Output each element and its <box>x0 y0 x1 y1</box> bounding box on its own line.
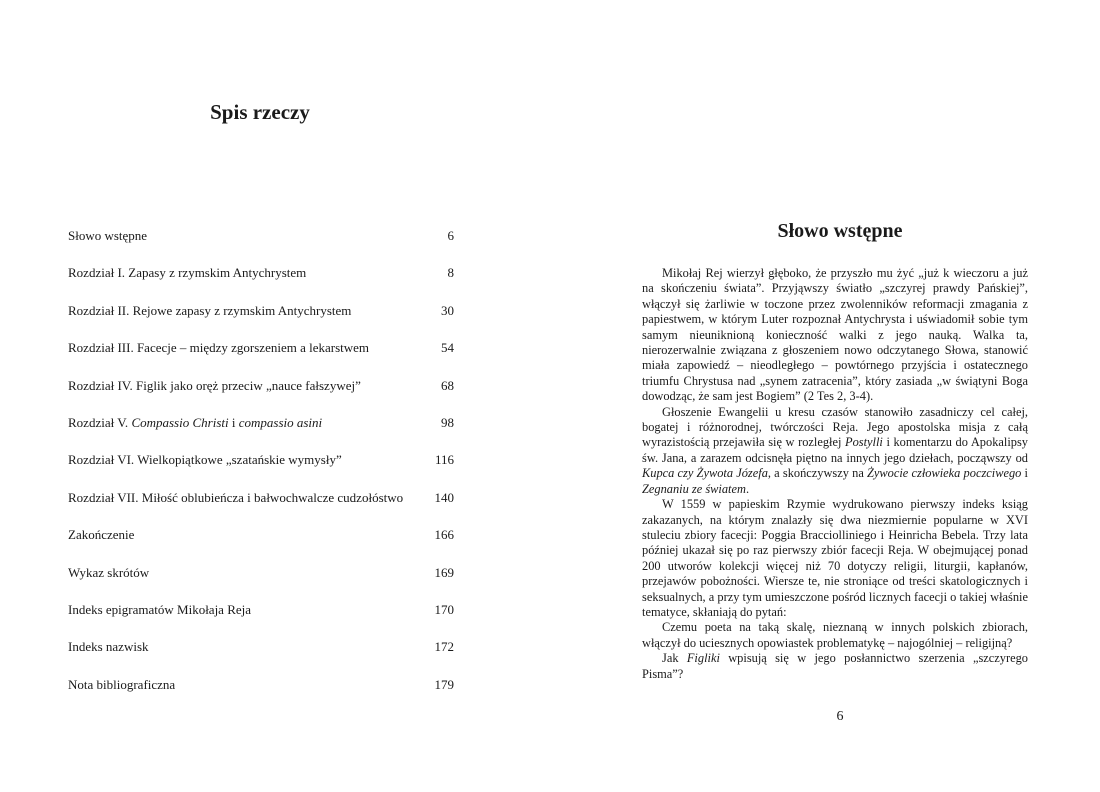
toc-entry-title: Słowo wstępne <box>68 228 148 243</box>
text-run: wpisują się w jego posłannictwo szerzenia „szczyrego Pisma”? <box>642 651 1028 681</box>
table-of-contents <box>68 228 454 714</box>
toc-entry-title: Wykaz skrótów <box>68 564 150 580</box>
right-page <box>550 0 1100 792</box>
text-run: i komentarzu do Apokalipsy św. Jana, a zarazem odcisnęła piętno na innych jego dziełach, począwszy od <box>642 435 1028 465</box>
toc-entry-page: 179 <box>434 676 454 692</box>
toc-entry-page: 30 <box>441 302 454 318</box>
italic-title: Figliki <box>686 651 720 666</box>
toc-entry-page: 170 <box>434 601 454 617</box>
italic-title: Zegnaniu ze światem <box>642 481 746 496</box>
toc-entry-page: 8 <box>447 265 454 281</box>
italic-title: Żywocie człowieka poczciwego <box>867 466 1022 481</box>
toc-entry-title: Indeks nazwisk <box>68 639 149 655</box>
toc-entry-page: 172 <box>434 639 454 655</box>
paragraph <box>642 405 1028 497</box>
paragraph: Czemu poeta na taką skalę, nieznaną w innych polskich zbiorach, włączył do uciesznych opowiastek problematykę – najogólniej – religijną? <box>642 620 1028 650</box>
toc-entry-title: Rozdział VII. Miłość oblubieńcza i bałwochwalcze cudzołóstwo <box>68 489 404 505</box>
toc-entry-page: 98 <box>441 414 454 430</box>
toc-entry-title <box>68 415 322 431</box>
page-number: 6 <box>836 709 844 724</box>
paragraph: W 1559 w papieskim Rzymie wydrukowano pierwszy indeks ksiąg zakazanych, na którym znalazły się dwa niezmiernie popularne w XVI stuleciu zbiory facecji: Poggia Bracciolliniego i Heinricha Bebela. Trzy lata później ukazał się po raz pierwszy zbiór facecji Reja. W obejmującej ponad 200 utworów kolekcji więcej niż 70 dotyczy religii, liturgii, kapłanów, przejawów pobożności. Wiersze te, nie stroniące od treści skatologicznych i seksualnych, a przy tym umieszczone pośród licznych facecji o takiej właśnie tematyce, skłaniają do pytań: <box>642 497 1028 619</box>
toc-title: Spis rzeczy <box>210 100 310 124</box>
toc-entry-title: Indeks epigramatów Mikołaja Reja <box>68 601 252 617</box>
toc-entry-page: 169 <box>434 564 454 580</box>
toc-entry[interactable] <box>68 340 454 377</box>
toc-entry-page: 6 <box>447 228 454 243</box>
toc-entry-page: 116 <box>434 452 454 468</box>
toc-entry[interactable] <box>68 303 454 340</box>
toc-entry[interactable] <box>68 677 454 714</box>
toc-entry-title-italic: compassio asini <box>238 414 323 430</box>
toc-entry[interactable] <box>68 452 454 489</box>
italic-title: Kupca czy Żywota Józefa <box>642 466 768 481</box>
text-run: Jak <box>662 651 687 666</box>
toc-entry[interactable] <box>68 378 454 415</box>
toc-entry-title-prefix: Rozdział V. <box>68 414 132 430</box>
italic-title: Postylli <box>845 435 883 450</box>
toc-entry-title: Rozdział I. Zapasy z rzymskim Antychrystem <box>68 265 307 281</box>
text-run: Głoszenie Ewangelii u kresu czasów stanowiło zasadniczy cel całej, bogatej i różnorodnej, twórczości Reja. Jego apostolska misja z całą wyrazistością przejawiła się w rozległej <box>642 404 1028 450</box>
preface-title: Słowo wstępne <box>777 220 903 242</box>
toc-entry-title: Rozdział II. Rejowe zapasy z rzymskim Antychrystem <box>68 302 352 318</box>
preface-body <box>642 266 1028 682</box>
toc-entry-page: 68 <box>441 377 454 393</box>
toc-entry[interactable] <box>68 415 454 452</box>
toc-entry-page: 54 <box>441 340 454 356</box>
toc-entry-title: Nota bibliograficzna <box>68 676 176 692</box>
toc-entry[interactable] <box>68 527 454 564</box>
toc-entry[interactable] <box>68 602 454 639</box>
text-run: i <box>1021 466 1028 481</box>
toc-entry[interactable] <box>68 639 454 676</box>
toc-entry-title: Rozdział III. Facecje – między zgorszeniem a lekarstwem <box>68 340 370 356</box>
toc-entry-page: 140 <box>434 489 454 505</box>
toc-entry-title-italic: Compassio Christi <box>131 414 229 430</box>
toc-entry-title-mid: i <box>228 414 239 430</box>
paragraph: Mikołaj Rej wierzył głęboko, że przyszło mu żyć „już k wieczoru a już na skończeniu świata”. Przyjąwszy światło „szczyrej prawdy Pańskiej”, włączył się żarliwie w toczone przez zwolenników reformacji zmagania z papiestwem, w którym Luter rozpoznał Antychrysta i uświadomił sobie tym samym nieuniknioną konieczność walki z jego nauką. Walka ta, nierozerwalnie związana z głoszeniem nowo odczytanego Słowa, stanowić miała zapowiedź – nieodległego – powtórnego przyjścia i ostatecznego triumfu Chrystusa nad „synem zatracenia”, który zasiada „w świątyni Boga dowodząc, że sam jest Bogiem” (2 Tes 2, 3-4). <box>642 266 1028 404</box>
toc-entry-title: Zakończenie <box>68 527 135 543</box>
toc-entry[interactable] <box>68 265 454 302</box>
toc-entry[interactable] <box>68 228 454 265</box>
toc-entry[interactable] <box>68 490 454 527</box>
toc-entry[interactable] <box>68 565 454 602</box>
toc-entry-title: Rozdział IV. Figlik jako oręż przeciw „nauce fałszywej” <box>68 377 361 393</box>
text-run: , a skończywszy na <box>767 466 868 481</box>
paragraph <box>642 651 1028 682</box>
toc-entry-page: 166 <box>434 527 454 543</box>
text-run: . <box>745 481 750 496</box>
toc-entry-title: Rozdział VI. Wielkopiątkowe „szatańskie wymysły” <box>68 452 342 468</box>
